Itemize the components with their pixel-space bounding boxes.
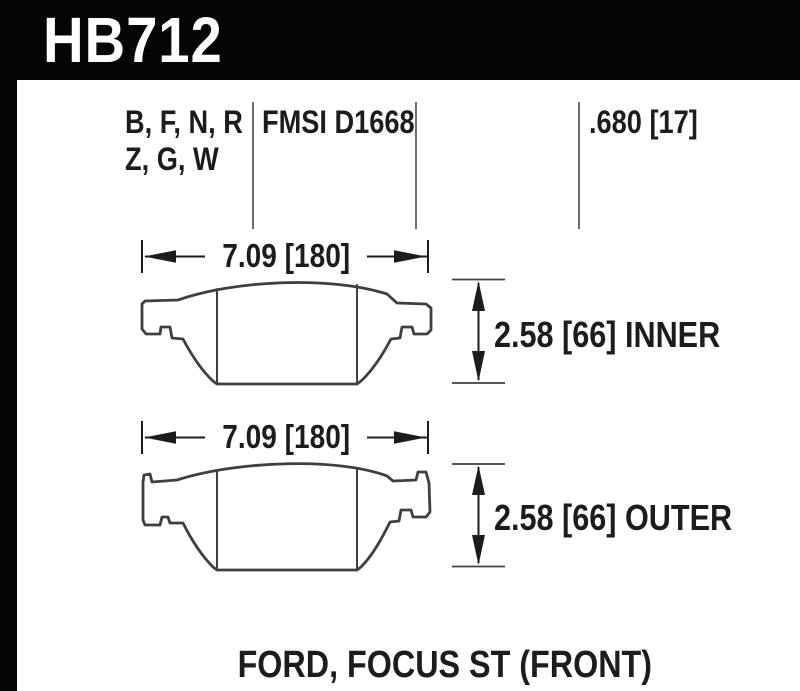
width-dimension-label-bottom: 7.09 [180] <box>205 418 367 456</box>
outer-height-label: 2.58 [66] OUTER <box>494 497 733 538</box>
part-number: HB712 <box>43 4 223 76</box>
inner-pad-drawing <box>142 283 431 384</box>
compound-codes-line1: B, F, N, R <box>125 104 243 140</box>
fmsi-number: FMSI D1668 <box>262 104 415 140</box>
outer-pad-drawing <box>143 464 430 570</box>
application-title: FORD, FOCUS ST (FRONT) <box>237 644 653 686</box>
inner-height-label: 2.58 [66] INNER <box>494 314 721 355</box>
pad-thickness: .680 [17] <box>589 104 698 140</box>
compound-codes-line2: Z, G, W <box>125 141 219 177</box>
width-dimension-label-top: 7.09 [180] <box>205 237 367 275</box>
